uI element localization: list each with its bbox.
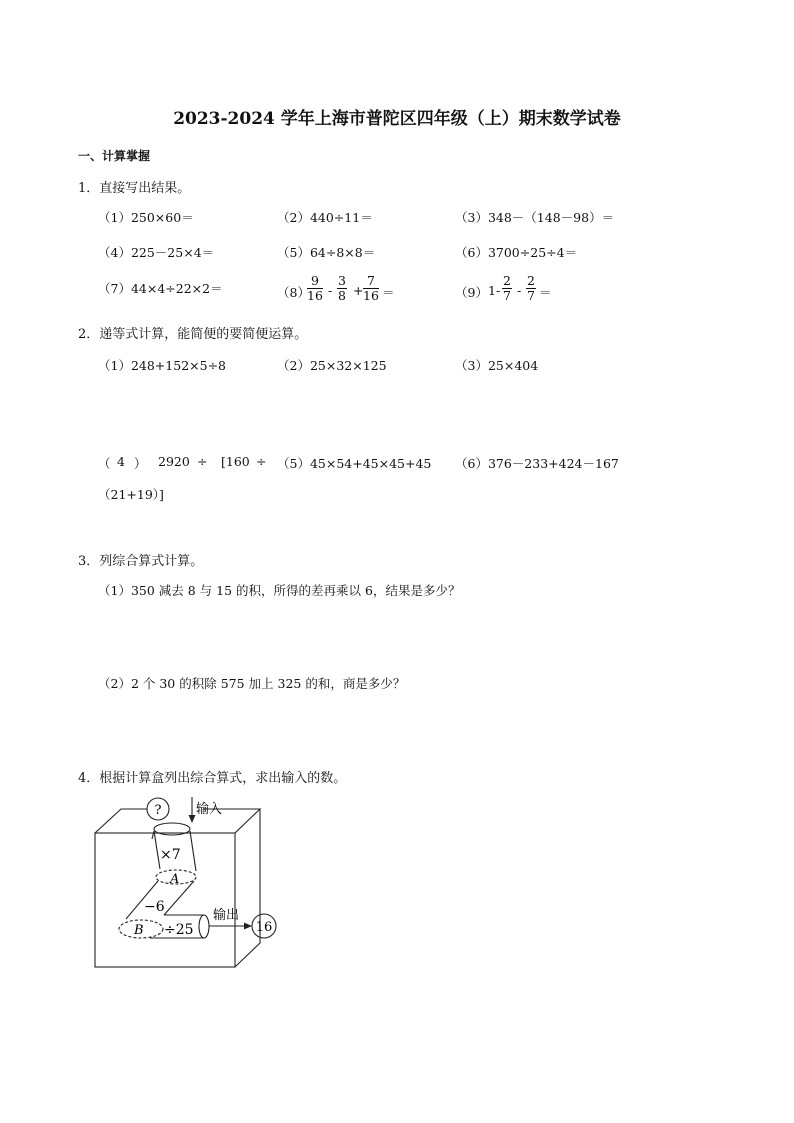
numerator: 9	[307, 274, 323, 289]
expression-part: （21+19）]	[98, 487, 164, 502]
q2-item-6: （6）376－233+424－167	[455, 456, 619, 471]
op-divide-label: ÷25	[164, 922, 194, 938]
numerator: 7	[363, 274, 379, 289]
q2-item-1: （1）248+152×5÷8	[98, 358, 226, 373]
minus-sign: -	[517, 283, 522, 298]
denominator: 16	[363, 288, 379, 303]
denominator: 7	[527, 288, 535, 303]
q1-item-6: （6）3700÷25÷4＝	[455, 245, 578, 260]
item-number: 4	[117, 454, 125, 469]
output-arrow-head	[244, 923, 252, 930]
q1-item-4: （4）225－25×4＝	[98, 245, 215, 260]
expression-part: 2920	[158, 454, 190, 469]
input-symbol: ?	[154, 803, 162, 818]
fraction	[307, 274, 323, 303]
q1-item-2: （2）440÷11＝	[277, 210, 373, 225]
question-2-stem: 2．递等式计算，能简便的要简便运算。	[78, 327, 308, 342]
denominator: 7	[503, 288, 511, 303]
denominator: 8	[338, 288, 346, 303]
q2-item-2: （2）25×32×125	[277, 358, 387, 373]
input-arrow-head	[189, 815, 196, 823]
calculation-box-diagram	[88, 795, 288, 975]
denominator: 16	[307, 288, 323, 303]
fraction	[337, 274, 347, 303]
numerator: 2	[527, 273, 535, 288]
q2-item-5: （5）45×54+45×45+45	[277, 456, 432, 471]
plus-sign: +	[353, 283, 364, 298]
expression-part: [160	[221, 454, 250, 469]
tube-edge	[190, 831, 196, 871]
q1-item-9-label: （9）	[455, 285, 488, 300]
q1-item-8-label: （8）	[277, 285, 310, 300]
joint-b-label: B	[134, 923, 144, 938]
q1-item-3: （3）348－（148－98）＝	[455, 210, 615, 225]
q2-item-3: （3）25×404	[455, 358, 539, 373]
question-4-stem: 4．根据计算盒列出综合算式，求出输入的数。	[78, 771, 347, 786]
expression-part: ÷	[256, 454, 267, 469]
numerator: 2	[503, 273, 511, 288]
op-multiply-label: ×7	[160, 847, 181, 863]
minus-sign: -	[328, 283, 333, 298]
equals-sign: ＝	[539, 285, 552, 300]
q3-item-1: （1）350 减去 8 与 15 的积，所得的差再乘以 6，结果是多少？	[98, 583, 461, 598]
op-subtract-label: −6	[144, 899, 165, 915]
input-label: 输入	[196, 802, 223, 817]
whole-number: 1-	[488, 283, 501, 298]
q1-item-7: （7）44×4÷22×2＝	[98, 281, 223, 296]
question-1-stem: 1．直接写出结果。	[78, 181, 191, 196]
expression-part: ÷	[197, 454, 208, 469]
equals-sign: ＝	[382, 285, 395, 300]
question-3-stem: 3．列综合算式计算。	[78, 554, 204, 569]
paren: （	[98, 456, 111, 471]
q3-item-2: （2）2 个 30 的积除 575 加上 325 的和，商是多少？	[98, 676, 406, 691]
numerator: 3	[338, 273, 346, 288]
joint-a-label: A	[170, 872, 180, 887]
fraction	[526, 274, 536, 303]
output-label: 输出	[213, 908, 240, 923]
paren: ）	[134, 456, 147, 471]
q1-item-5: （5）64÷8×8＝	[277, 245, 376, 260]
output-value: 16	[255, 920, 273, 935]
page-title: 2023-2024 学年上海市普陀区四年级（上）期末数学试卷	[173, 109, 621, 129]
box-right-face	[235, 809, 260, 967]
fraction	[502, 274, 512, 303]
fraction	[363, 274, 379, 303]
section-heading: 一、计算掌握	[78, 149, 151, 163]
q1-item-1: （1）250×60＝	[98, 210, 194, 225]
tube-output-opening	[199, 915, 209, 938]
